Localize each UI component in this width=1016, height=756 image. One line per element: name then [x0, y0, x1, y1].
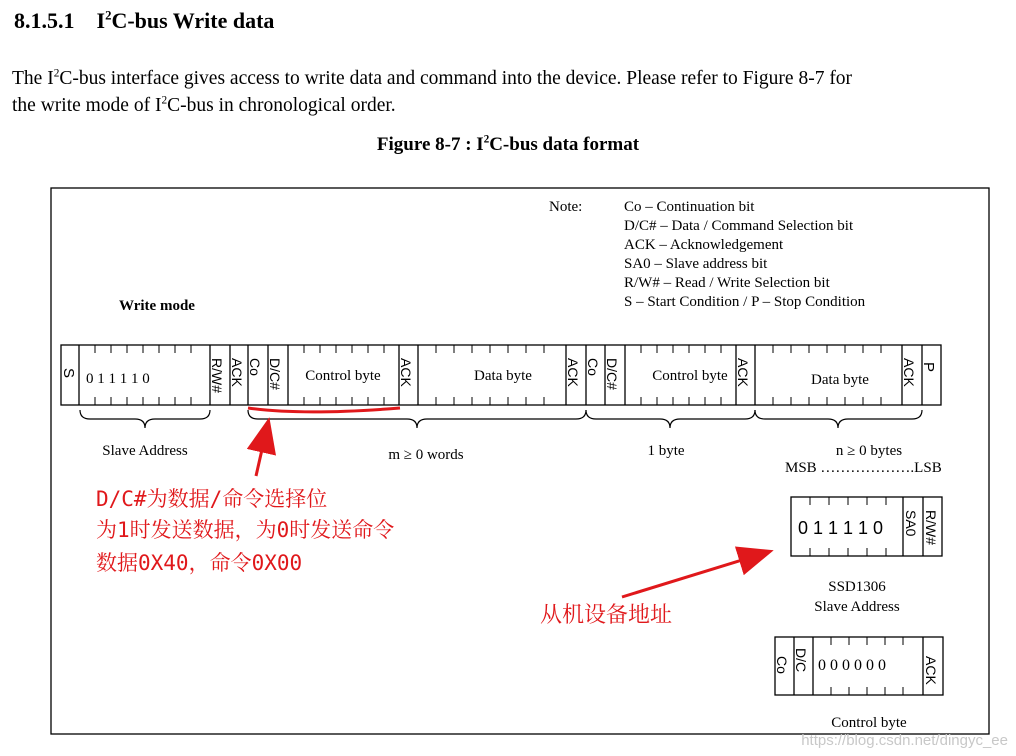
frame-ack: ACK	[398, 358, 414, 387]
annotation-dc-line3: 数据0X40，命令0X00	[96, 551, 303, 575]
note-item: ACK – Acknowledgement	[624, 237, 784, 253]
frame-start-s: S	[60, 368, 77, 379]
ctrl-bits: 0 0 0 0 0 0	[818, 657, 886, 674]
brace-label-one-byte: 1 byte	[647, 443, 685, 459]
annotation-slave-addr: 从机设备地址	[540, 603, 673, 628]
frame-control-byte: Control byte	[305, 368, 381, 384]
para-text: The I	[12, 68, 54, 89]
brace-label-slave-address: Slave Address	[102, 443, 188, 459]
ctrl-co: Co	[774, 656, 790, 674]
frame-ack: ACK	[735, 358, 751, 387]
i2c-frame-row	[60, 345, 941, 405]
frame-dc: D/C#	[604, 358, 620, 390]
para-text: the write mode of I	[12, 95, 162, 116]
caption-text: C-bus data format	[489, 134, 640, 155]
section-number: 8.1.5.1	[14, 8, 75, 33]
para-sup: 2	[53, 67, 60, 80]
note-item: SA0 – Slave address bit	[624, 256, 768, 272]
para-sup: 2	[161, 94, 168, 107]
ctrl-ack: ACK	[923, 656, 939, 685]
ssd-rw: R/W#	[923, 510, 939, 545]
ssd-label-2: Slave Address	[814, 599, 900, 615]
slave-address-arrow	[622, 552, 768, 597]
ctrl-label: Control byte	[831, 715, 907, 731]
ctrl-dc: D/C	[793, 648, 809, 673]
frame-address-bits: 0 1 1 1 1 0	[86, 371, 150, 387]
annotation-dc-line2: 为1时发送数据，为0时发送命令	[96, 518, 395, 542]
dc-arrow	[256, 423, 268, 476]
frame-co: Co	[247, 358, 263, 376]
heading-title-part: I	[96, 8, 106, 33]
frame-co: Co	[585, 358, 601, 376]
frame-ack: ACK	[229, 358, 245, 387]
frame-data-byte: Data byte	[811, 372, 869, 388]
ssd-sa0: SA0	[903, 510, 919, 537]
frame-dc: D/C#	[267, 358, 283, 390]
heading-title-rest: C-bus Write data	[111, 8, 275, 33]
caption-text: Figure 8-7 : I	[376, 134, 484, 155]
dc-underline	[248, 408, 400, 412]
note-item: D/C# – Data / Command Selection bit	[624, 218, 854, 234]
para-text: C-bus in chronological order.	[167, 95, 396, 116]
brace-label-m-words: m ≥ 0 words	[388, 447, 464, 463]
ssd1306-address-box	[791, 497, 942, 556]
note-item: S – Start Condition / P – Stop Condition	[624, 294, 866, 310]
frame-rw: R/W#	[209, 358, 225, 393]
watermark: https://blog.csdn.net/dingyc_ee	[801, 732, 1008, 749]
caption-sup: 2	[483, 133, 490, 146]
frame-ack: ACK	[565, 358, 581, 387]
frame-data-byte: Data byte	[474, 368, 532, 384]
note-item: R/W# – Read / Write Selection bit	[624, 275, 830, 291]
ssd-label-1: SSD1306	[828, 579, 886, 595]
note-item: Co – Continuation bit	[624, 199, 755, 215]
control-byte-detail-box	[774, 637, 943, 695]
frame-stop-p: P	[920, 362, 937, 373]
write-mode-label: Write mode	[119, 298, 195, 314]
para-text: C-bus interface gives access to write data and command into the device. Please refer to Figure 8-7 for	[59, 68, 853, 89]
ssd-address-bits: 0 1 1 1 1 0	[798, 518, 884, 538]
frame-control-byte: Control byte	[652, 368, 728, 384]
frame-ack: ACK	[901, 358, 917, 387]
note-label: Note:	[549, 199, 583, 215]
brace-label-n-bytes: n ≥ 0 bytes	[835, 443, 903, 459]
brace-group	[80, 410, 922, 428]
annotation-dc-line1: D/C#为数据/命令选择位	[96, 487, 328, 511]
heading-title-sup: 2	[105, 8, 112, 23]
msb-lsb-label: MSB ……………….LSB	[785, 460, 942, 476]
